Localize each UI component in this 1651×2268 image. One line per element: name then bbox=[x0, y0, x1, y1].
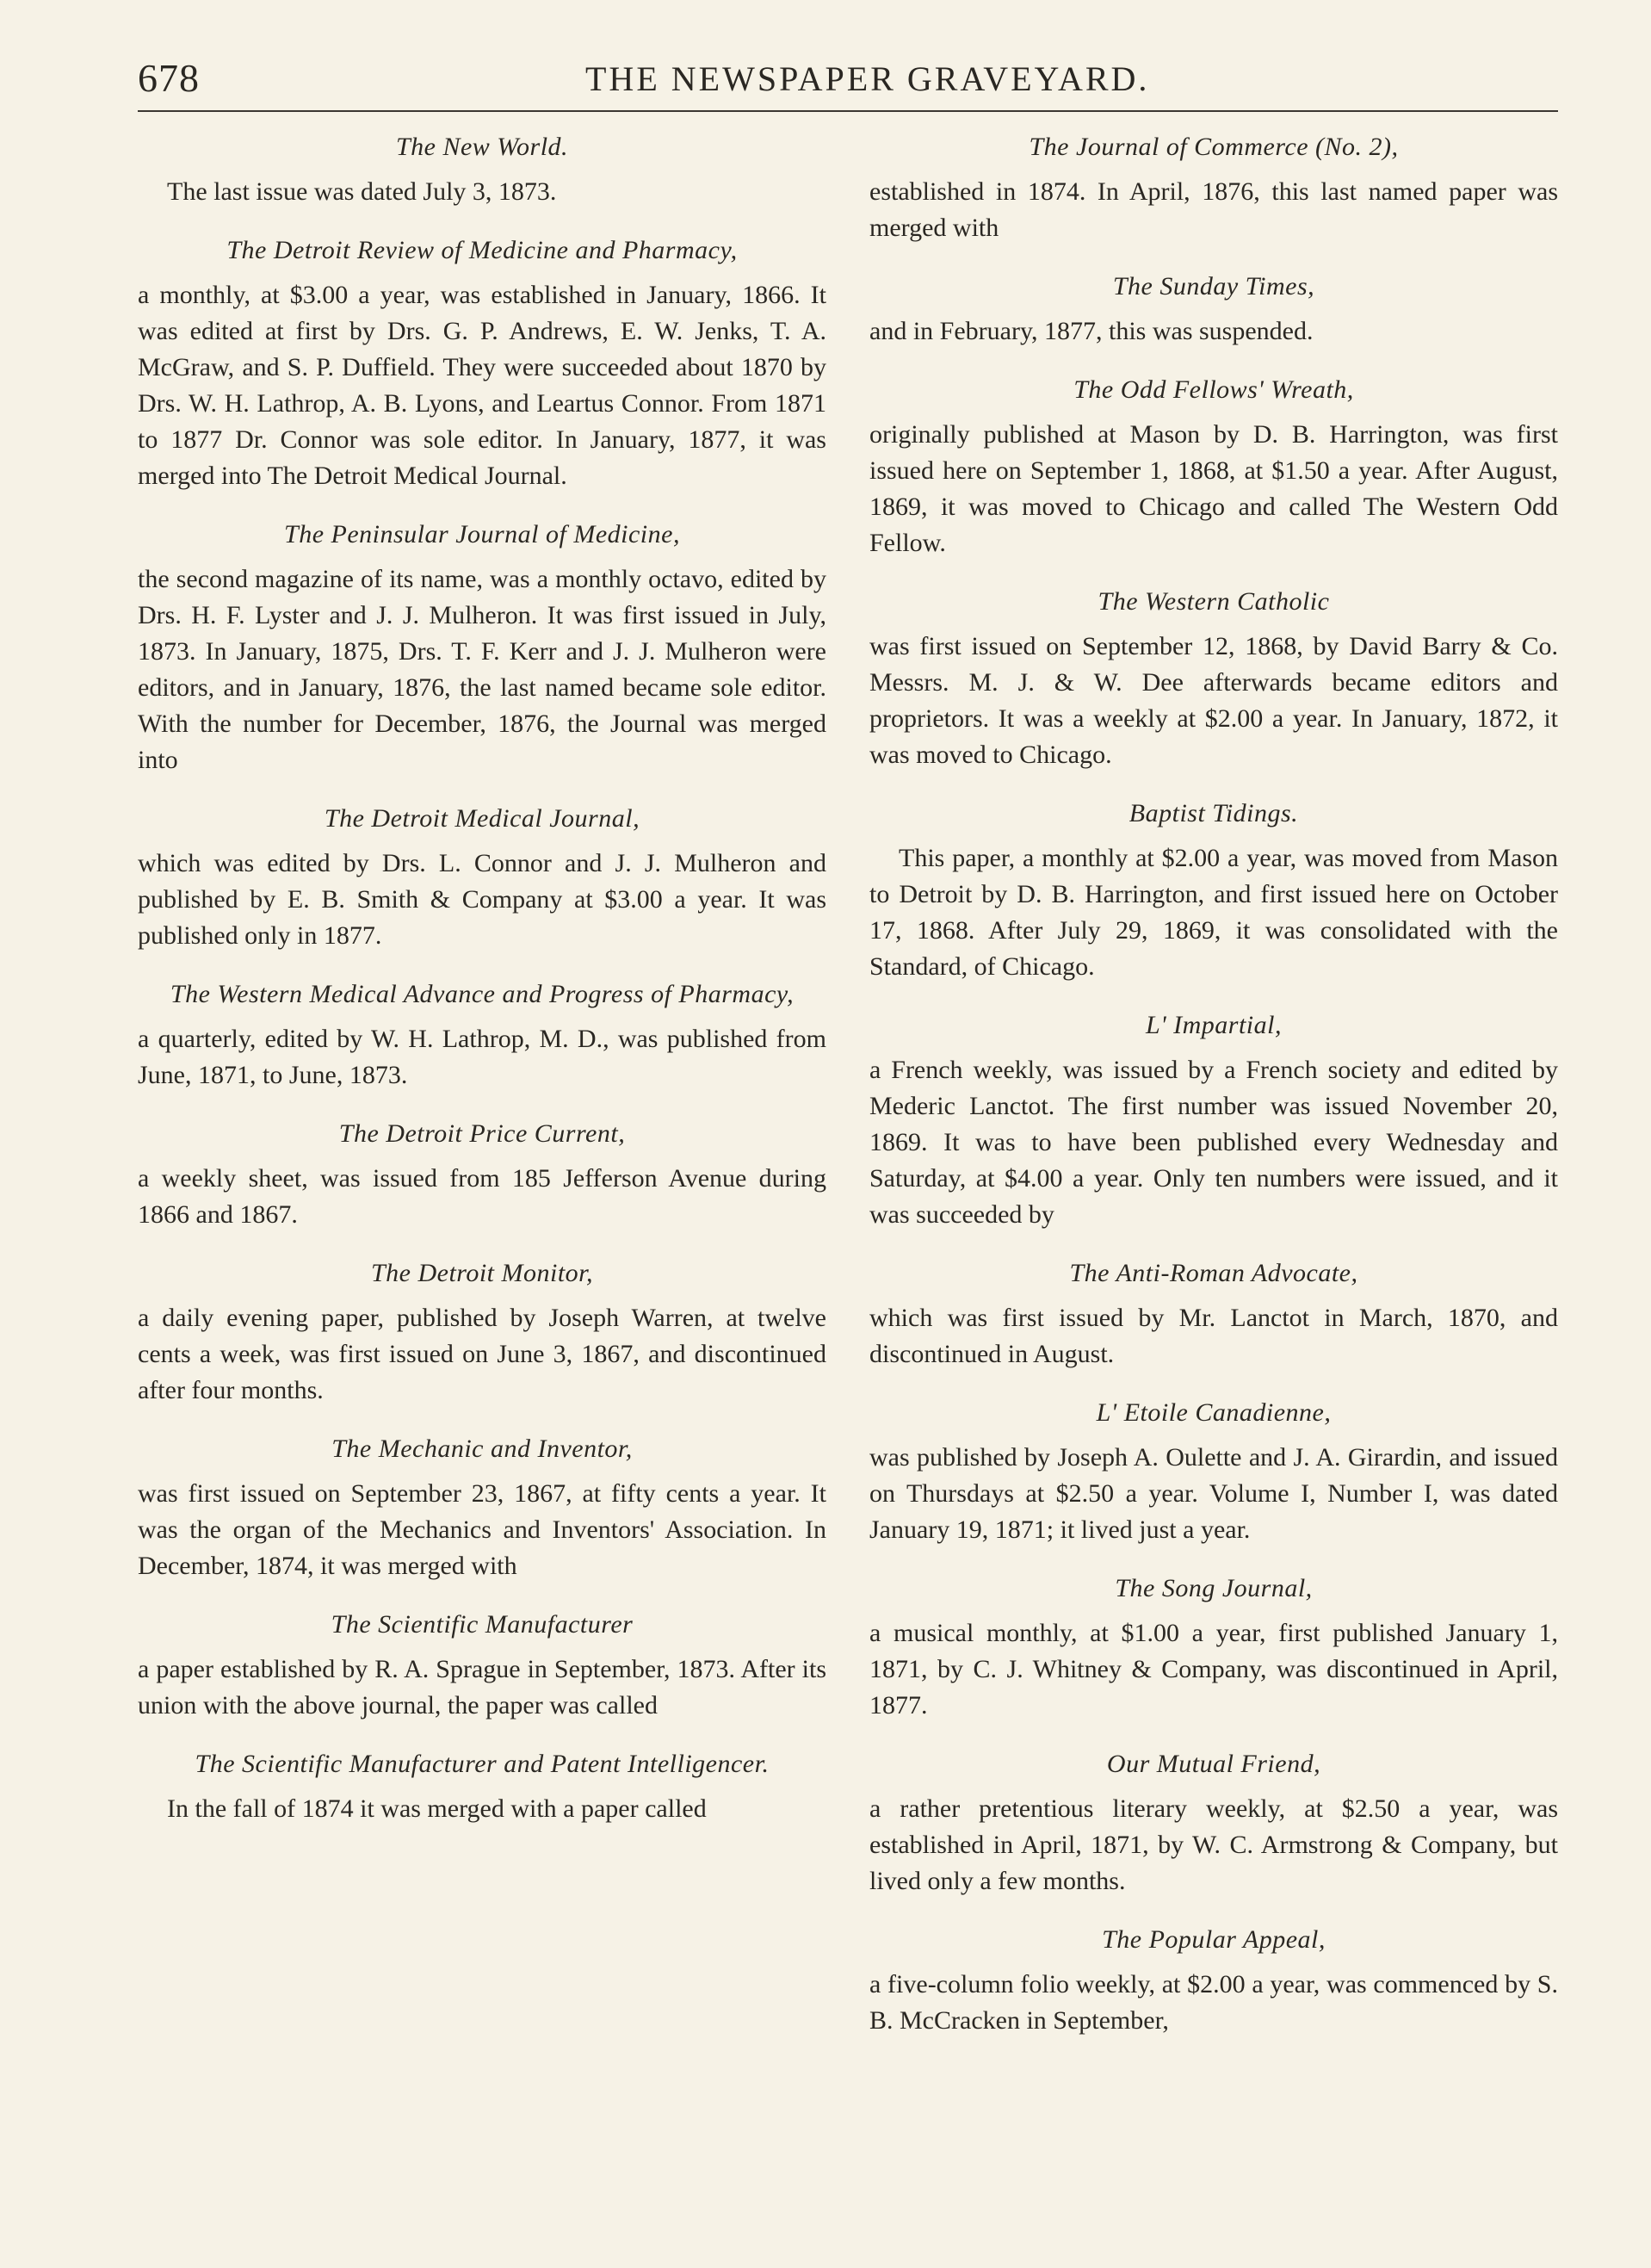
entry-title: The Western Medical Advance and Progress of Pharmacy, bbox=[170, 980, 795, 1008]
entry-title: The Detroit Medical Journal, bbox=[324, 804, 640, 833]
newspaper-entry bbox=[869, 1571, 1558, 1724]
entry-body: was first issued on September 23, 1867, at fifty cents a year. It was the organ of the Mechanics and Inventors' Association. In December, 1874, it was merged with bbox=[138, 1479, 826, 1580]
newspaper-entry bbox=[869, 269, 1558, 350]
entry-title: The Sunday Times, bbox=[1112, 272, 1315, 301]
entry-title: The Anti-Roman Advocate, bbox=[1069, 1259, 1358, 1287]
header-rule bbox=[138, 110, 1558, 112]
entry-title: The Mechanic and Inventor, bbox=[331, 1435, 633, 1463]
entry-body: a musical monthly, at $1.00 a year, first published January 1, 1871, by C. J. Whitney & Company, was discontinued in April, 1877. bbox=[869, 1619, 1558, 1720]
newspaper-entry bbox=[869, 584, 1558, 773]
newspaper-entry bbox=[869, 129, 1558, 246]
entry-body: In the fall of 1874 it was merged with a paper called bbox=[167, 1794, 707, 1823]
entry-title: The Scientific Manufacturer and Patent Intelligencer. bbox=[195, 1750, 770, 1778]
newspaper-entry bbox=[869, 372, 1558, 561]
entry-title: The New World. bbox=[395, 133, 569, 161]
entry-body: a quarterly, edited by W. H. Lathrop, M. D., was published from June, 1871, to June, 1873. bbox=[138, 1025, 826, 1089]
newspaper-entry bbox=[869, 1922, 1558, 2039]
entry-title: The Detroit Price Current, bbox=[338, 1119, 626, 1148]
entry-title: The Odd Fellows' Wreath, bbox=[1073, 375, 1354, 404]
entry-body: which was edited by Drs. L. Connor and J. J. Mulheron and published by E. B. Smith & Company at $3.00 a year. It was published only in 1877. bbox=[138, 849, 826, 950]
newspaper-entry bbox=[138, 1746, 826, 1827]
entry-title: The Peninsular Journal of Medicine, bbox=[284, 520, 680, 548]
newspaper-entry bbox=[869, 1746, 1558, 1899]
entry-body: a rather pretentious literary weekly, at $2.50 a year, was established in April, 1871, by W. C. Armstrong & Company, but lived only a few months. bbox=[869, 1794, 1558, 1895]
entry-title: The Journal of Commerce (No. 2), bbox=[1029, 133, 1399, 161]
entry-body: established in 1874. In April, 1876, this last named paper was merged with bbox=[869, 177, 1558, 242]
entry-body: a weekly sheet, was issued from 185 Jefferson Avenue during 1866 and 1867. bbox=[138, 1164, 826, 1229]
entry-title: L' Etoile Canadienne, bbox=[1096, 1398, 1332, 1427]
newspaper-entry bbox=[869, 1395, 1558, 1548]
page-header bbox=[138, 55, 1558, 107]
entry-title: The Song Journal, bbox=[1115, 1574, 1313, 1602]
entry-body: The last issue was dated July 3, 1873. bbox=[167, 177, 557, 206]
entry-title: L' Impartial, bbox=[1146, 1011, 1282, 1039]
newspaper-entry bbox=[138, 1116, 826, 1233]
entry-body: This paper, a monthly at $2.00 a year, was moved from Mason to Detroit by D. B. Harrington, and first issued here on October 17, 1868. After July 29, 1869, it was consolidated with the Standard, of Chicago. bbox=[869, 844, 1558, 981]
entry-body: a five-column folio weekly, at $2.00 a year, was commenced by S. B. McCracken in September, bbox=[869, 1970, 1558, 2035]
newspaper-entry bbox=[869, 796, 1558, 985]
newspaper-entry bbox=[138, 129, 826, 210]
newspaper-entry bbox=[138, 517, 826, 778]
newspaper-entry bbox=[138, 801, 826, 954]
entry-body: a daily evening paper, published by Joseph Warren, at twelve cents a week, was first issued on June 3, 1867, and discontinued after four months. bbox=[138, 1304, 826, 1404]
right-column bbox=[869, 129, 1558, 2061]
newspaper-entry bbox=[138, 1431, 826, 1584]
entry-body: and in February, 1877, this was suspended. bbox=[869, 317, 1314, 345]
newspaper-entry bbox=[869, 1007, 1558, 1233]
entry-title: The Western Catholic bbox=[1098, 587, 1330, 616]
running-title: THE NEWSPAPER GRAVEYARD. bbox=[585, 59, 1150, 98]
newspaper-entry bbox=[138, 976, 826, 1094]
entry-title: The Scientific Manufacturer bbox=[331, 1610, 634, 1639]
entry-title: The Detroit Review of Medicine and Pharmacy, bbox=[226, 236, 738, 264]
entry-body: was published by Joseph A. Oulette and J. A. Girardin, and issued on Thursdays at $2.50 a year. Volume I, Number I, was dated January 19, 1871; it lived just a year. bbox=[869, 1443, 1558, 1544]
entry-body: originally published at Mason by D. B. Harrington, was first issued here on September 1, 1868, at $1.50 a year. After August, 1869, it was moved to Chicago and called The Western Odd Fellow. bbox=[869, 420, 1558, 557]
page-number: 678 bbox=[138, 56, 200, 100]
entry-body: the second magazine of its name, was a monthly octavo, edited by Drs. H. F. Lyster and J. J. Mulheron. It was first issued in July, 1873. In January, 1875, Drs. T. F. Kerr and J. J. Mulheron were editors, and in January, 1876, the last named became sole editor. With the number for December, 1876, the Journal was merged into bbox=[138, 565, 826, 774]
entry-title: The Detroit Monitor, bbox=[370, 1259, 594, 1287]
entry-body: a monthly, at $3.00 a year, was established in January, 1866. It was edited at first by Drs. G. P. Andrews, E. W. Jenks, T. A. McGraw, and S. P. Duffield. They were succeeded about 1870 by Drs. W. H. Lathrop, A. B. Lyons, and Leartus Connor. From 1871 to 1877 Dr. Connor was sole editor. In January, 1877, it was merged into The Detroit Medical Journal. bbox=[138, 281, 826, 490]
entry-title: Our Mutual Friend, bbox=[1106, 1750, 1321, 1778]
entry-body: a paper established by R. A. Sprague in September, 1873. After its union with the above journal, the paper was called bbox=[138, 1655, 826, 1720]
entry-title: The Popular Appeal, bbox=[1102, 1925, 1326, 1954]
left-column bbox=[138, 129, 826, 1850]
newspaper-entry bbox=[138, 232, 826, 494]
entry-body: which was first issued by Mr. Lanctot in March, 1870, and discontinued in August. bbox=[869, 1304, 1558, 1368]
entry-body: was first issued on September 12, 1868, by David Barry & Co. Messrs. M. J. & W. Dee afterwards became editors and proprietors. It was a weekly at $2.00 a year. In January, 1872, it was moved to Chicago. bbox=[869, 632, 1558, 769]
entry-title: Baptist Tidings. bbox=[1128, 799, 1299, 827]
newspaper-entry bbox=[138, 1255, 826, 1409]
newspaper-entry bbox=[869, 1255, 1558, 1373]
entry-body: a French weekly, was issued by a French society and edited by Mederic Lanctot. The first number was issued November 20, 1869. It was to have been published every Wednesday and Saturday, at $4.00 a year. Only ten numbers were issued, and it was succeeded by bbox=[869, 1056, 1558, 1229]
newspaper-entry bbox=[138, 1607, 826, 1724]
